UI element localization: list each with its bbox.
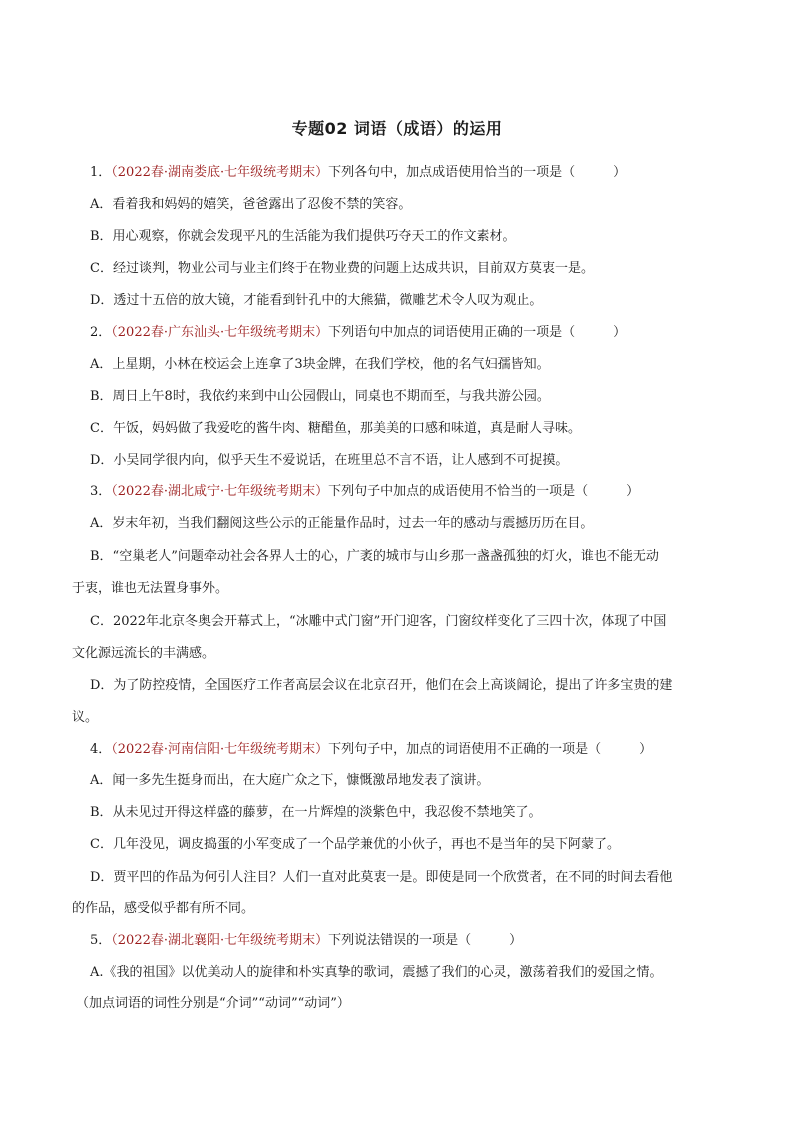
question-source: （2022春·湖北襄阳·七年级统考期末）	[111, 933, 329, 948]
question-number: 3．	[90, 484, 112, 499]
option-text-continued: 文化源远流长的丰满感。	[72, 646, 216, 661]
option-text: D．贾平凹的作品为何引人注目？人们一直对此莫衷一是。即使是同一个欣赏者，在不同的时间去看他	[90, 870, 673, 885]
option-text: C．午饭，妈妈做了我爱吃的酱牛肉、糖醋鱼，那美美的口感和味道，真是耐人寻味。	[90, 421, 581, 436]
option-text: A．闻一多先生挺身而出，在大庭广众之下，慷慨激昂地发表了演讲。	[90, 773, 490, 788]
question-number: 2．	[90, 325, 112, 340]
question-5-stem	[90, 932, 522, 950]
option-text-continued: 的作品，感受似乎都有所不同。	[72, 901, 255, 916]
page-title: 专题02 词语（成语）的运用	[291, 119, 503, 138]
option-text: A．上星期，小林在校运会上连拿了3块金牌，在我们学校，他的名气妇孺皆知。	[90, 357, 550, 372]
option-text: A．岁末年初，当我们翻阅这些公示的正能量作品时，过去一年的感动与震撼历历在目。	[90, 516, 594, 531]
question-2-stem	[90, 324, 626, 342]
question-source: （2022春·湖北咸宁·七年级统考期末）	[111, 484, 329, 499]
option-text: B．周日上午8时，我依约来到中山公园假山，同桌也不期而至，与我共游公园。	[90, 389, 550, 404]
option-text: A.《我的祖国》以优美动人的旋律和朴实真挚的歌词，震撼了我们的心灵，激荡着我们的爱国之情。	[90, 965, 663, 980]
question-close: ）	[613, 325, 627, 340]
question-close: ）	[613, 165, 627, 180]
question-source: （2022春·广东汕头·七年级统考期末）	[111, 325, 329, 340]
question-4-stem	[90, 741, 652, 759]
question-close: ）	[639, 742, 653, 757]
question-text: 下列各句中，加点成语使用恰当的一项是（	[328, 165, 576, 180]
question-text: 下列句子中加点的成语使用不恰当的一项是（	[328, 484, 589, 499]
option-text: C．几年没见，调皮捣蛋的小军变成了一个品学兼优的小伙子，再也不是当年的吴下阿蒙了。	[90, 837, 620, 852]
option-text: C．经过谈判，物业公司与业主们终于在物业费的问题上达成共识，目前双方莫衷一是。	[90, 261, 594, 276]
question-text: 下列句子中，加点的词语使用不正确的一项是（	[328, 742, 602, 757]
option-text: B．“空巢老人”问题牵动社会各界人士的心，广袤的城市与山乡那一盏盏孤独的灯火，谁也不能无动	[90, 549, 659, 564]
question-source: （2022春·河南信阳·七年级统考期末）	[111, 742, 329, 757]
option-text: A．看着我和妈妈的嬉笑，爸爸露出了忍俊不禁的笑容。	[90, 197, 412, 212]
option-text-continued: 于衷，谁也无法置身事外。	[72, 581, 229, 596]
question-close: ）	[626, 484, 640, 499]
question-1-stem	[90, 164, 626, 182]
option-text: B．从未见过开得这样盛的藤萝，在一片辉煌的淡紫色中，我忍俊不禁地笑了。	[90, 805, 542, 820]
option-text: D．小吴同学很内向，似乎天生不爱说话，在班里总不言不语，让人感到不可捉摸。	[90, 453, 569, 468]
question-source: （2022春·湖南娄底·七年级统考期末）	[111, 165, 329, 180]
question-close: ）	[509, 933, 523, 948]
question-3-stem	[90, 483, 639, 501]
option-text: D．透过十五倍的放大镜，才能看到针孔中的大熊猫，微雕艺术令人叹为观止。	[90, 293, 543, 308]
option-text-continued: 议。	[72, 710, 99, 725]
question-text: 下列语句中加点的词语使用正确的一项是（	[328, 325, 576, 340]
option-note: （加点词语的词性分别是“介词”“动词”“动词”）	[76, 996, 350, 1011]
question-text: 下列说法错误的一项是（	[328, 933, 472, 948]
option-text: D．为了防控疫情，全国医疗工作者高层会议在北京召开，他们在会上高谈阔论，提出了许多宝贵的建	[90, 678, 673, 693]
question-number: 1．	[90, 165, 112, 180]
option-text: C．2022年北京冬奥会开幕式上，“冰雕中式门窗”开门迎客，门窗纹样变化了三四十次，体现了中国	[90, 614, 667, 629]
question-number: 4．	[90, 742, 112, 757]
question-number: 5．	[90, 933, 112, 948]
option-text: B．用心观察，你就会发现平凡的生活能为我们提供巧夺天工的作文素材。	[90, 229, 516, 244]
